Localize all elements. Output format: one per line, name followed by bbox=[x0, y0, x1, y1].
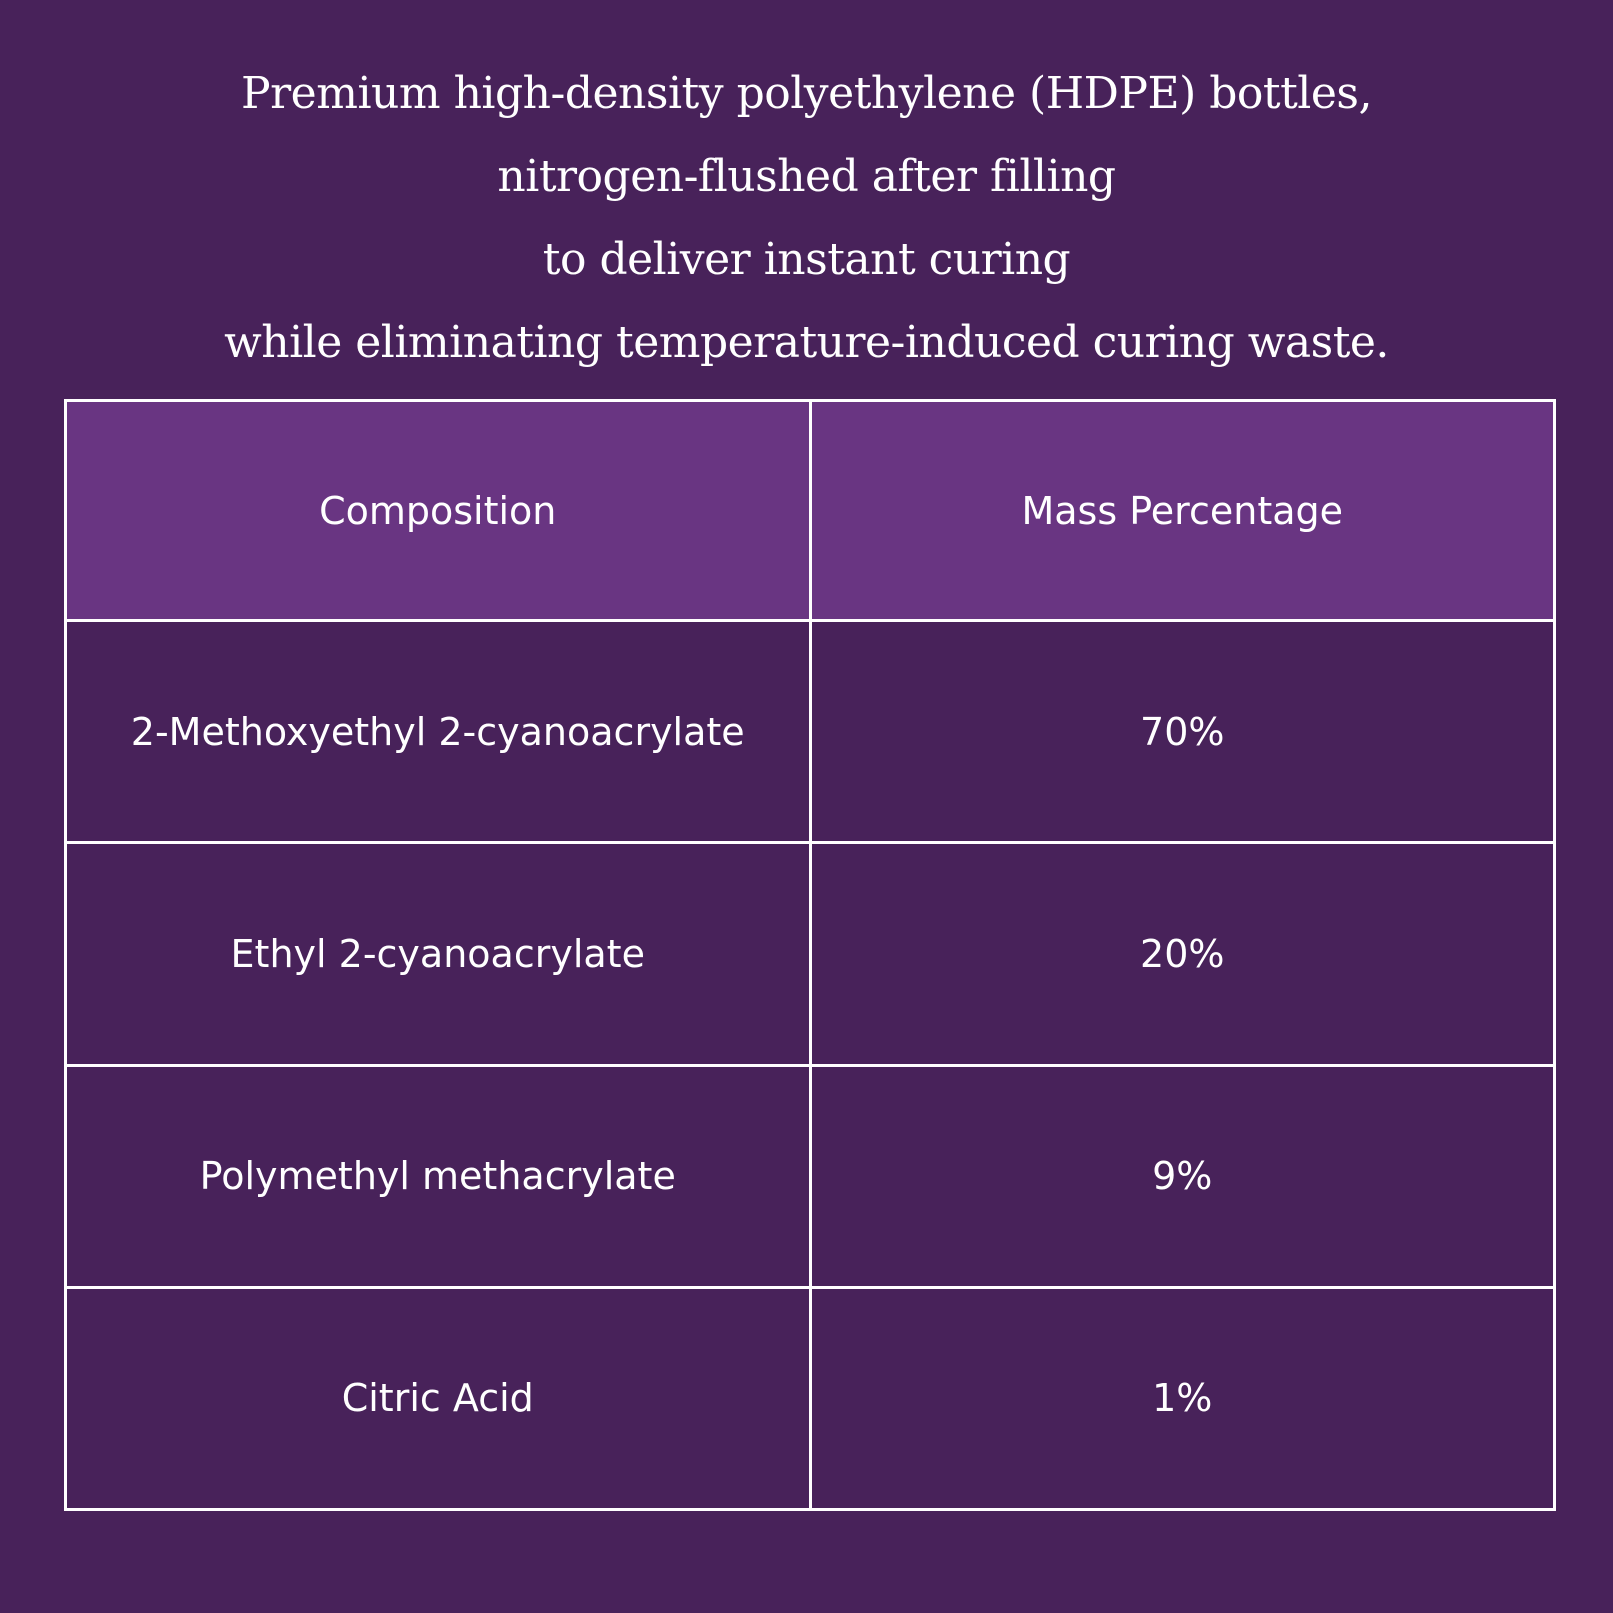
headline-line: Premium high-density polyethylene (HDPE) bottles, bbox=[241, 68, 1372, 119]
headline-line: while eliminating temperature-induced curing waste. bbox=[224, 317, 1389, 368]
table-body bbox=[66, 621, 1555, 1510]
composition-cell: Ethyl 2-cyanoacrylate bbox=[66, 843, 811, 1065]
composition-cell: 2-Methoxyethyl 2-cyanoacrylate bbox=[66, 621, 811, 843]
mass-percentage-cell: 20% bbox=[810, 843, 1555, 1065]
composition-cell: Polymethyl methacrylate bbox=[66, 1065, 811, 1287]
column-header-composition: Composition bbox=[66, 401, 811, 621]
composition-cell: Citric Acid bbox=[66, 1287, 811, 1509]
table-header bbox=[66, 401, 1555, 621]
table-header-row bbox=[66, 401, 1555, 621]
headline-line: nitrogen-flushed after filling bbox=[497, 151, 1116, 202]
table-row bbox=[66, 1065, 1555, 1287]
mass-percentage-cell: 9% bbox=[810, 1065, 1555, 1287]
table-row bbox=[66, 843, 1555, 1065]
mass-percentage-cell: 1% bbox=[810, 1287, 1555, 1509]
mass-percentage-cell: 70% bbox=[810, 621, 1555, 843]
table-row bbox=[66, 621, 1555, 843]
composition-table bbox=[64, 399, 1556, 1511]
table-row bbox=[66, 1287, 1555, 1509]
headline bbox=[0, 52, 1613, 384]
column-header-mass-percentage: Mass Percentage bbox=[810, 401, 1555, 621]
headline-line: to deliver instant curing bbox=[542, 234, 1071, 285]
